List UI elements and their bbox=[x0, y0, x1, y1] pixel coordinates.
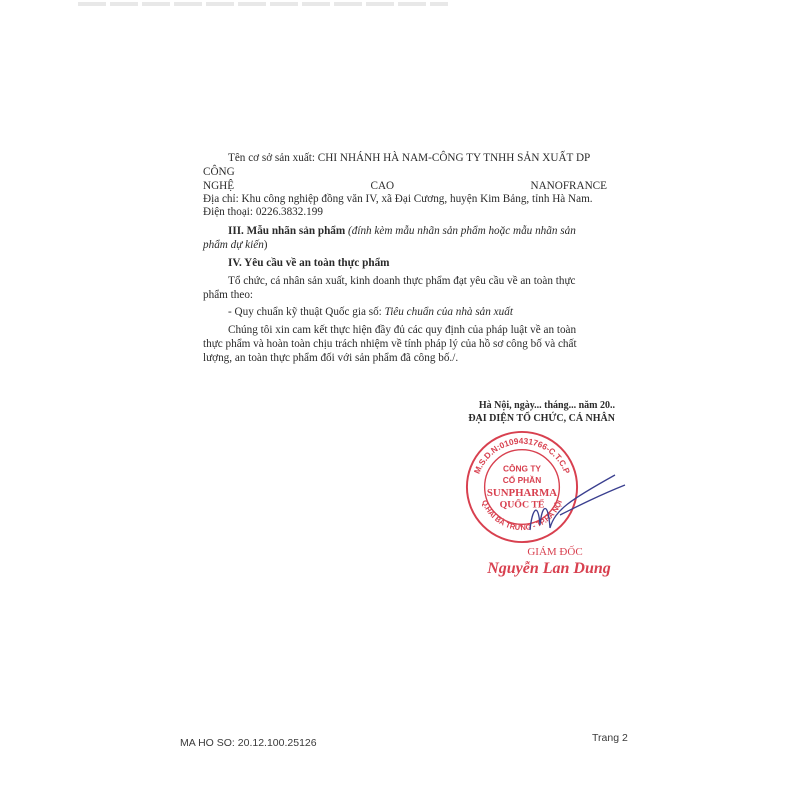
producer-cont-1: CÔNG bbox=[203, 166, 235, 178]
producer-word-nanofrance: NANOFRANCE bbox=[530, 180, 607, 192]
standard-line bbox=[228, 305, 513, 319]
director-title: GIÁM ĐỐC bbox=[527, 546, 583, 558]
standard-value: Tiêu chuẩn của nhà sản xuất bbox=[384, 306, 513, 318]
producer-line: Tên cơ sở sản xuất: CHI NHÁNH HÀ NAM-CÔNG TY TNHH SẢN XUẤT DP bbox=[228, 152, 591, 164]
place-date: Hà Nội, ngày... tháng... năm 20.. bbox=[478, 400, 615, 411]
representative-label: ĐẠI DIỆN TỔ CHỨC, CÁ NHÂN bbox=[468, 413, 615, 424]
section4-p1-line1: Tổ chức, cá nhân sản xuất, kinh doanh thực phẩm đạt yêu cầu về an toàn thực bbox=[228, 275, 576, 287]
commit-line1: Chúng tôi xin cam kết thực hiện đầy đủ các quy định của pháp luật về an toàn bbox=[228, 324, 577, 336]
section3-note: (đính kèm mẫu nhãn sản phẩm hoặc mẫu nhãn sản bbox=[348, 225, 576, 237]
standard-label: - Quy chuẩn kỹ thuật Quốc gia số: bbox=[228, 306, 385, 318]
section3-heading bbox=[228, 224, 576, 238]
director-name: Nguyễn Lan Dung bbox=[487, 560, 611, 577]
handwritten-signature-icon bbox=[520, 470, 630, 540]
section4-p1-line2: phẩm theo: bbox=[203, 289, 254, 301]
producer-word-nghe: NGHỆ bbox=[203, 180, 235, 192]
address: Địa chỉ: Khu công nghiệp đồng văn IV, xã Đại Cương, huyện Kim Bảng, tỉnh Hà Nam. bbox=[203, 193, 593, 205]
section4-title: IV. Yêu cầu về an toàn thực phẩm bbox=[228, 257, 390, 269]
svg-text:CÔNG TY: CÔNG TY bbox=[502, 463, 542, 474]
svg-text:Q.HAI BÀ TRƯNG - TP.HÀ NỘI: Q.HAI BÀ TRƯNG - TP.HÀ NỘI bbox=[480, 498, 564, 533]
section3-note-cont: phẩm dự kiến) bbox=[203, 239, 268, 251]
producer-word-cao: CAO bbox=[370, 180, 395, 192]
section3-title: III. Mẫu nhãn sản phẩm bbox=[228, 225, 346, 237]
svg-text:QUỐC TẾ: QUỐC TẾ bbox=[499, 499, 545, 511]
commit-line3: lượng, an toàn thực phẩm đối với sản phẩm đã công bố./. bbox=[203, 352, 459, 364]
file-code: MA HO SO: 20.12.100.25126 bbox=[180, 737, 317, 749]
svg-text:CỔ PHẦN: CỔ PHẦN bbox=[502, 475, 542, 486]
page-number: Trang 2 bbox=[592, 732, 628, 744]
commit-line2: thực phẩm và hoàn toàn chịu trách nhiệm về tính pháp lý của hồ sơ công bố và chất bbox=[203, 338, 577, 350]
svg-text:SUNPHARMA: SUNPHARMA bbox=[486, 486, 558, 499]
producer-cont-2 bbox=[203, 179, 607, 193]
svg-text:M.S.D.N:0109431766-C.T.C.P: M.S.D.N:0109431766-C.T.C.P bbox=[471, 435, 573, 476]
phone: Điện thoại: 0226.3832.199 bbox=[203, 206, 323, 218]
